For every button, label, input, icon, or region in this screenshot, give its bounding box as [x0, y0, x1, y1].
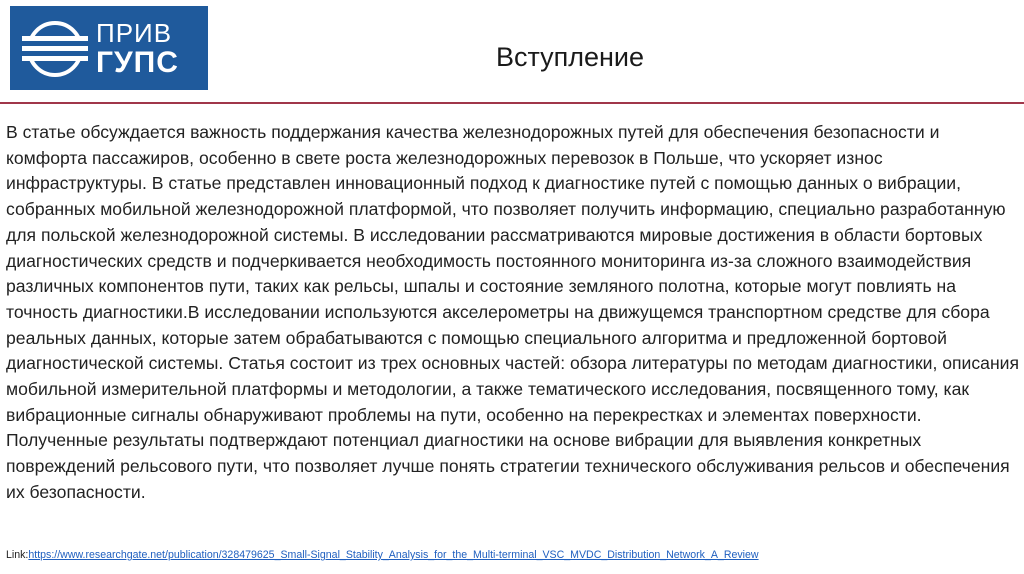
- logo-line-1: ПРИВ: [96, 18, 173, 48]
- page-title: Вступление: [495, 42, 645, 72]
- railway-globe-logo-icon: [22, 20, 88, 78]
- source-link[interactable]: https://www.researchgate.net/publication/328479625_Small-Signal_Stability_Analysis_for_the_Multi-terminal_VSC_MVDC_Distribution_Network_A_Review: [28, 549, 759, 561]
- body-paragraph: В статье обсуждается важность поддержания качества железнодорожных путей для обеспечения безопасности и комфорта пассажиров, особенно в свете роста железнодорожных перевозок в Польше, что ускоряет износ инфраструктуры. В статье представлен инновационный подход к диагностике путей с помощью данных о вибрации, собранных мобильной железнодорожной платформой, что позволяет получить информацию, специально разработанную для польской железнодорожной системы. В исследовании рассматриваются мировые достижения в области бортовых диагностических средств и подчеркивается необходимость постоянного мониторинга из-за сложного взаимодействия различных компонентов пути, таких как рельсы, шпалы и состояние земляного полотна, которые могут повлиять на точность диагностики.В исследовании используются акселерометры на движущемся транспортном средстве для сбора реальных данных, которые затем обрабатываются с помощью специального алгоритма и предложенной бортовой диагностической системы. Статья состоит из трех основных частей: обзора литературы по методам диагностики, описания мобильной измерительной платформы и методологии, а также тематического исследования, посвященного тому, как вибрационные сигналы обнаруживают проблемы на пути, особенно на перекрестках и элементах поверхности. Полученные результаты подтверждают потенциал диагностики на основе вибрации для выявления конкретных повреждений рельсового пути, что позволяет лучше понять стратегии технического обслуживания рельсов и обеспечения их безопасности.: [6, 122, 1020, 502]
- title-divider: [0, 102, 1024, 104]
- link-label: Link:: [6, 549, 29, 561]
- source-link-line: [6, 549, 759, 561]
- university-logo: [10, 6, 208, 90]
- logo-text: [96, 20, 179, 78]
- logo-line-2: ГУПС: [96, 46, 179, 79]
